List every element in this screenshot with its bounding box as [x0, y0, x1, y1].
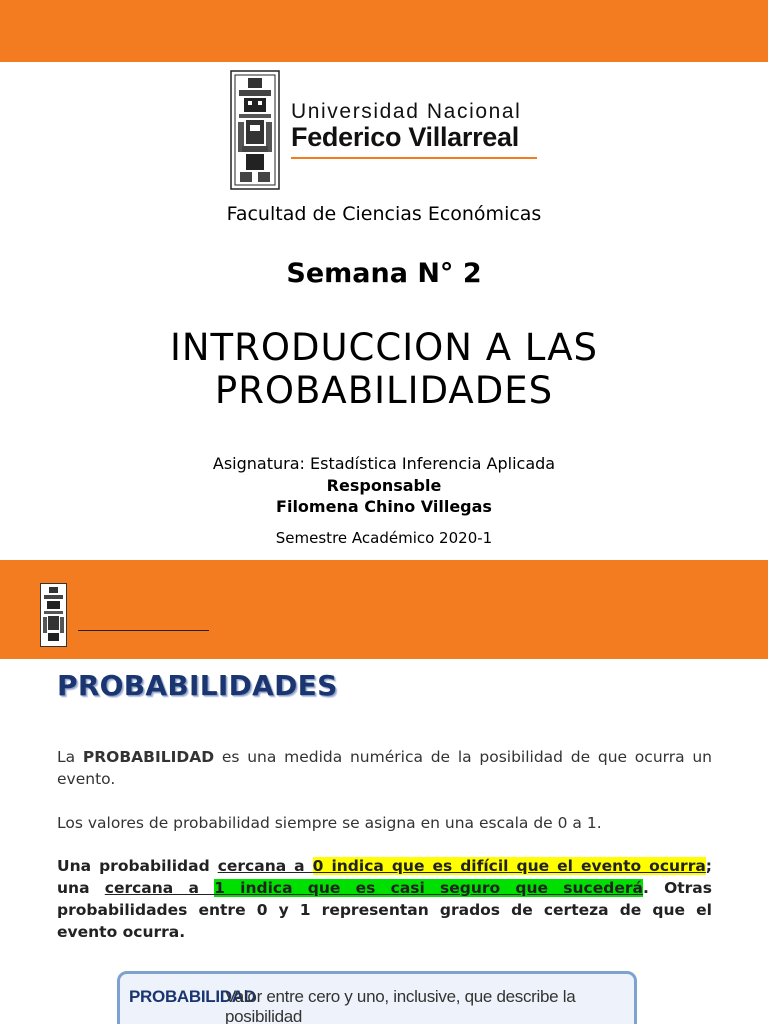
- p3-d: ; una: [57, 857, 712, 897]
- p3-highlight-zero: 0 indica que es difícil que el evento ocurra: [312, 857, 706, 875]
- university-underline: [291, 157, 537, 159]
- slide2-header-band: [0, 560, 768, 659]
- p3-g: . Otras probabilidades entre 0 y 1 representan grados de certeza de que el evento ocurra.: [57, 879, 712, 941]
- p3-highlight-one: 1 indica que es casi seguro que sucederá: [214, 879, 643, 897]
- top-orange-band: [0, 0, 768, 62]
- p3-b: cercana a: [217, 857, 313, 875]
- definition-term: PROBABILIDAD: [129, 987, 256, 1006]
- semester-line: Semestre Académico 2020-1: [275, 529, 493, 547]
- week-heading: Semana N° 2: [286, 258, 482, 289]
- p1-prefix: La: [57, 748, 83, 766]
- definition-text: Valor entre cero y uno, inclusive, que describe la posibilidad: [225, 987, 576, 1024]
- slide-title: [0, 326, 768, 412]
- small-emblem-icon: [40, 583, 67, 647]
- paragraph-interpretation: [57, 855, 712, 943]
- university-emblem-icon: [230, 70, 280, 190]
- section-title: PROBABILIDADES: [57, 669, 338, 702]
- subject-line: Asignatura: Estadística Inferencia Aplicada: [212, 454, 556, 473]
- faculty-name: Facultad de Ciencias Económicas: [226, 203, 542, 225]
- p1-bold-term: PROBABILIDAD: [82, 748, 215, 766]
- responsible-name: Filomena Chino Villegas: [276, 497, 492, 516]
- paragraph-scale: Los valores de probabilidad siempre se asigna en una escala de 0 a 1.: [57, 814, 602, 832]
- header-rule: [78, 630, 209, 631]
- p1-rest: es una medida numérica de la posibilidad de que ocurra un evento.: [57, 748, 712, 788]
- paragraph-definition: [57, 746, 712, 790]
- title-slide: [0, 62, 768, 560]
- university-name-line2: Federico Villarreal: [291, 122, 519, 152]
- p3-a: Una probabilidad: [57, 857, 218, 875]
- slide-title-line2: PROBABILIDADES: [214, 369, 554, 412]
- p3-e: cercana a: [104, 879, 215, 897]
- content-slide: [0, 659, 768, 1024]
- responsible-label: Responsable: [326, 476, 442, 495]
- university-name-line1: Universidad Nacional: [291, 100, 522, 123]
- slide-title-line1: INTRODUCCION A LAS: [169, 326, 599, 369]
- definition-box: [117, 971, 637, 1024]
